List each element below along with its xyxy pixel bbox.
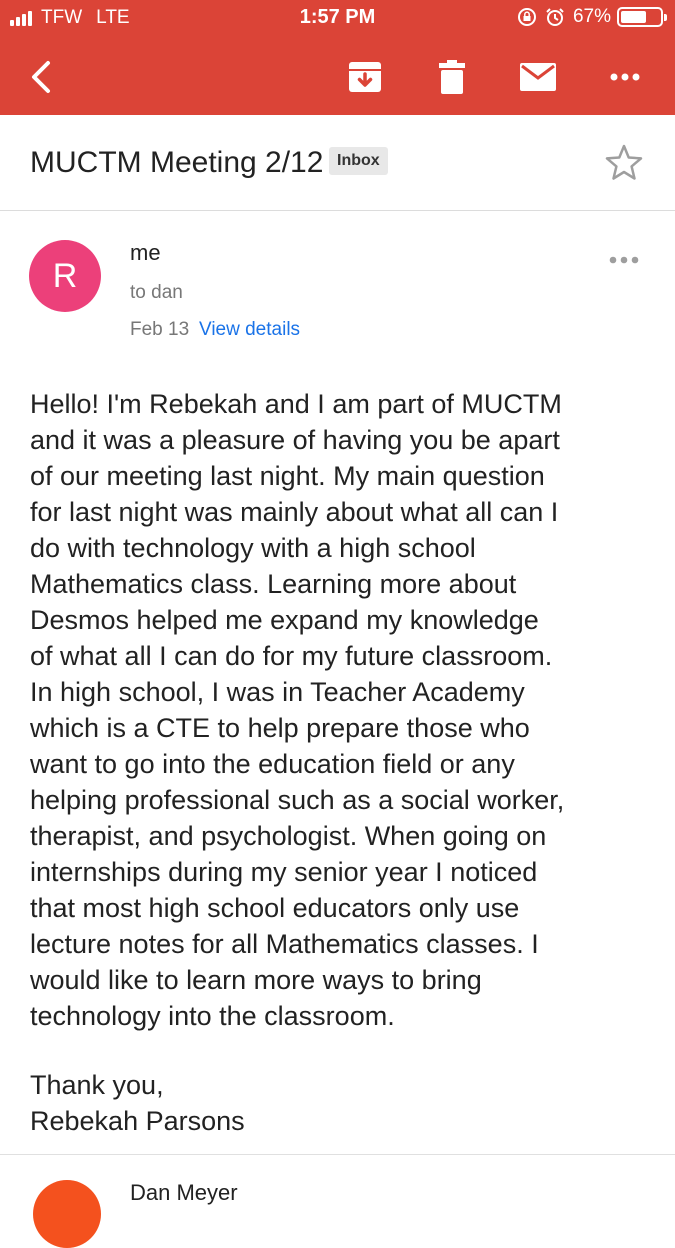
view-details-link[interactable]: View details <box>199 319 301 340</box>
body-line: which is a CTE to help prepare those who <box>30 713 530 743</box>
email-signoff <box>30 1067 245 1139</box>
body-line: technology into the classroom. <box>30 1001 395 1031</box>
more-horizontal-icon <box>609 72 641 82</box>
email-date: Feb 13 <box>130 319 190 340</box>
body-line: want to go into the education field or any <box>30 749 515 779</box>
carrier-name: TFW <box>41 7 83 28</box>
body-line: would like to learn more ways to bring <box>30 965 482 995</box>
more-options-button[interactable] <box>600 55 650 99</box>
back-arrow-icon <box>26 60 56 94</box>
body-line: do with technology with a high school <box>30 533 476 563</box>
inbox-label[interactable]: Inbox <box>329 147 388 175</box>
next-sender-name[interactable]: Dan Meyer <box>130 1180 238 1205</box>
body-line: for last night was mainly about what all can I <box>30 497 559 527</box>
star-icon[interactable] <box>603 142 645 184</box>
archive-icon <box>347 60 383 94</box>
subject-header <box>0 115 675 211</box>
body-line: of what all I can do for my future classroom. <box>30 641 553 671</box>
body-line: Mathematics class. Learning more about <box>30 569 517 599</box>
body-line: lecture notes for all Mathematics classes. I <box>30 929 539 959</box>
body-line: Desmos helped me expand my knowledge <box>30 605 539 635</box>
body-line: In high school, I was in Teacher Academy <box>30 677 525 707</box>
status-bar <box>0 0 675 36</box>
battery-icon <box>617 7 663 27</box>
email-body <box>30 386 655 1034</box>
body-line: and it was a pleasure of having you be apart <box>30 425 560 455</box>
sender-avatar: R <box>29 240 101 312</box>
status-time: 1:57 PM <box>299 6 376 28</box>
orientation-lock-icon <box>517 7 537 27</box>
body-line: therapist, and psychologist. When going on <box>30 821 547 851</box>
message-divider <box>0 1154 675 1155</box>
mail-icon <box>519 62 557 92</box>
next-sender-avatar <box>33 1180 101 1248</box>
network-type: LTE <box>96 7 130 28</box>
trash-icon <box>438 59 466 95</box>
signature-name: Rebekah Parsons <box>30 1106 245 1136</box>
closing-line: Thank you, <box>30 1070 164 1100</box>
mark-unread-button[interactable] <box>513 55 563 99</box>
sender-name: me <box>130 240 161 265</box>
back-button[interactable] <box>16 55 66 99</box>
body-line: internships during my senior year I noticed <box>30 857 538 887</box>
battery-percent: 67% <box>572 6 611 27</box>
delete-button[interactable] <box>427 55 477 99</box>
recipient-line: to dan <box>130 282 183 303</box>
alarm-icon <box>545 7 565 27</box>
body-line: helping professional such as a social worker, <box>30 785 565 815</box>
app-toolbar <box>0 0 675 115</box>
body-line: that most high school educators only use <box>30 893 520 923</box>
body-line: Hello! I'm Rebekah and I am part of MUCTM <box>30 389 562 419</box>
email-subject: MUCTM Meeting 2/12 <box>30 146 324 179</box>
body-line: of our meeting last night. My main question <box>30 461 545 491</box>
archive-button[interactable] <box>340 55 390 99</box>
message-more-icon[interactable] <box>606 248 642 272</box>
